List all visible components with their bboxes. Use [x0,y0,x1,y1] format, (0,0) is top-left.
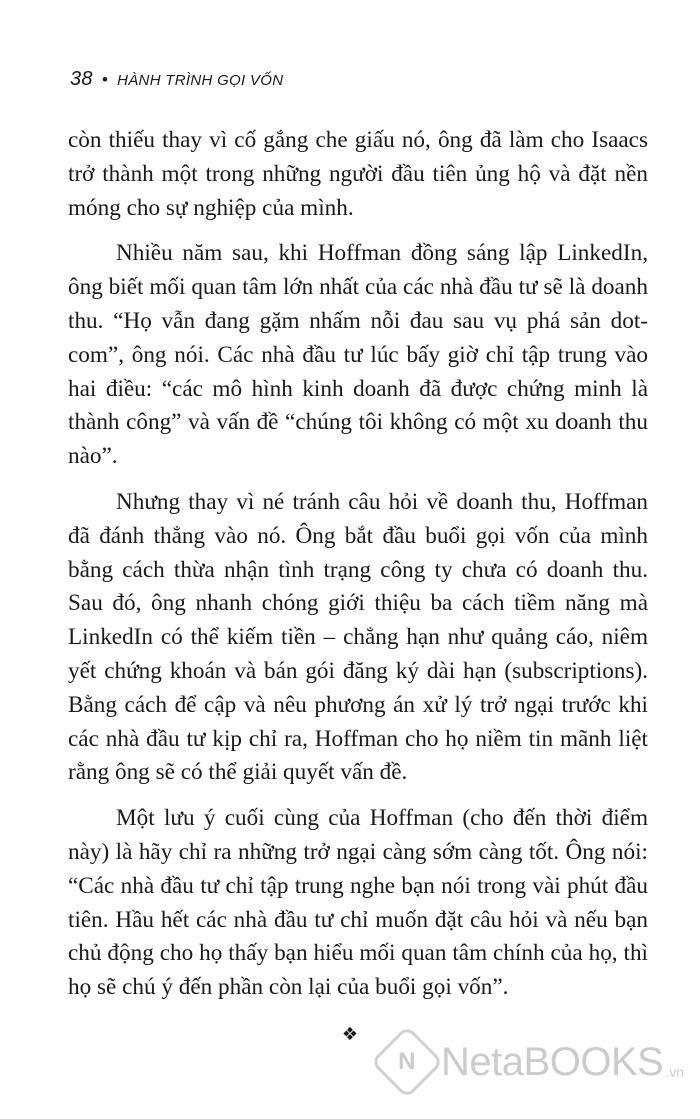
paragraph: Một lưu ý cuối cùng của Hoffman (cho đến thời điểm này) là hãy chỉ ra những trở ngại càng sớm càng tốt. Ông nói: “Các nhà đầu tư chỉ tập trung nghe bạn nói trong vài phút đầu tiên. Hầu hết các nhà đầu tư chỉ muốn đặt câu hỏi và nếu bạn chủ động cho họ thấy bạn hiểu mối quan tâm chính của họ, thì họ sẽ chú ý đến phần còn lại của buổi gọi vốn”. [68,805,648,1001]
paragraph-continued: còn thiếu thay vì cố gắng che giấu nó, ông đã làm cho Isaacs trở thành một trong những người đầu tiên ủng hộ và đặt nền móng cho sự nghiệp của mình. [68,127,648,221]
paragraph: Nhưng thay vì né tránh câu hỏi về doanh thu, Hoffman đã đánh thẳng vào nó. Ông bắt đầu buổi gọi vốn của mình bằng cách thừa nhận tình trạng công ty chưa có doanh thu. Sau đó, ông nhanh chóng giới thiệu ba cách tiềm năng mà LinkedIn có thể kiếm tiền – chẳng hạn như quảng cáo, niêm yết chứng khoán và bán gói đăng ký dài hạn (subscriptions). Bằng cách để cập và nêu phương án xử lý trở ngại trước khi các nhà đầu tư kịp chỉ ra, Hoffman cho họ niềm tin mãnh liệt rằng ông sẽ có thể giải quyết vấn đề. [68,488,648,786]
watermark [381,1036,684,1088]
page-number: 38 [70,68,93,90]
watermark-tld: .vn [665,1064,684,1080]
watermark-brand: NetaBOOKS [441,1039,664,1084]
logo-letter: N [398,1048,416,1075]
netabooks-logo-icon [370,1025,444,1099]
running-header [70,68,283,91]
paragraph: Nhiều năm sau, khi Hoffman đồng sáng lập LinkedIn, ông biết mối quan tâm lớn nhất của các nhà đầu tư sẽ là doanh thu. “Họ vẫn đang gặm nhấm nỗi đau sau vụ phá sản dot-com”, ông nói. Các nhà đầu tư lúc bấy giờ chỉ tập trung vào hai điều: “các mô hình kinh doanh đã được chứng minh là thành công” và vấn đề “chúng tôi không có một xu doanh thu nào”. [68,240,648,470]
running-title: HÀNH TRÌNH GỌI VỐN [117,72,284,89]
section-ornament-icon: ❖ [341,1024,359,1045]
header-separator: • [101,70,109,89]
body-text [68,124,648,1005]
